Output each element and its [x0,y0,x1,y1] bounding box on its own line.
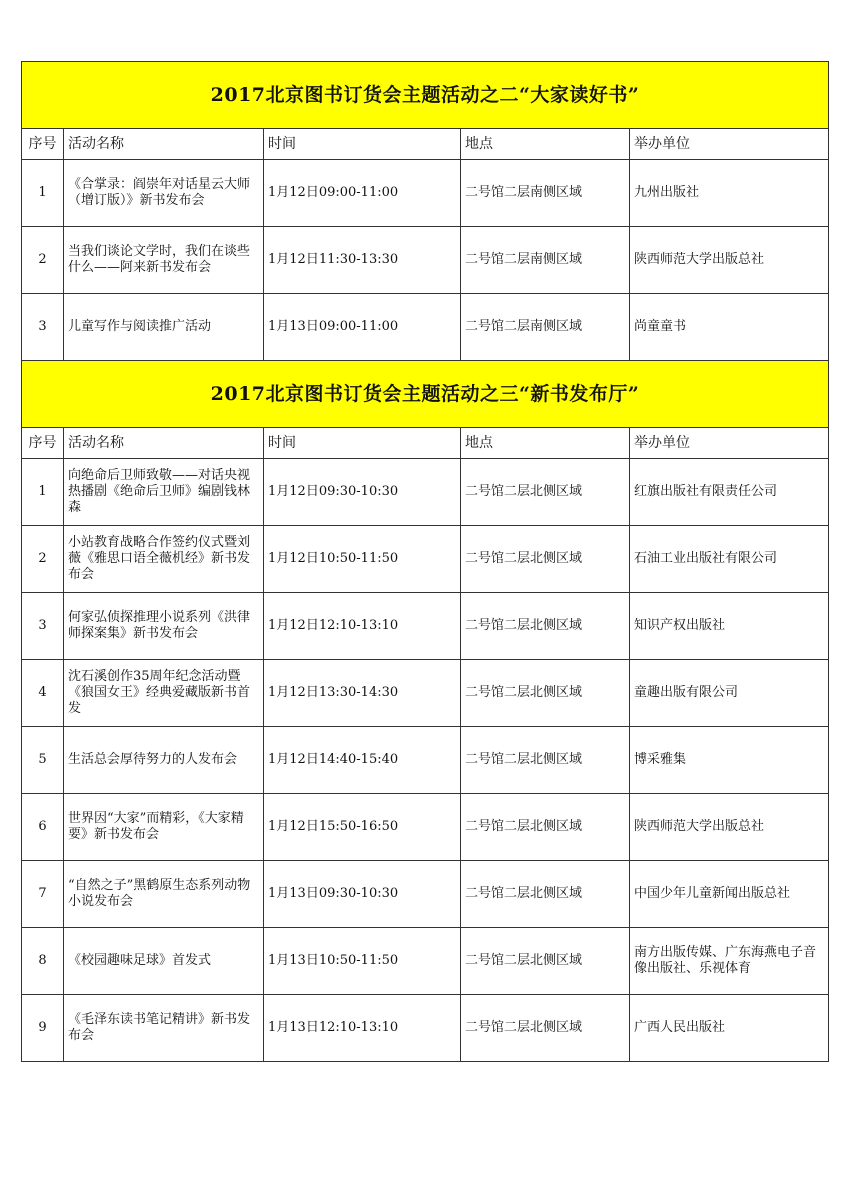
cell-org: 陕西师范大学出版总社 [630,227,829,294]
schedule-body [22,62,829,1062]
table-row [22,794,829,861]
cell-place: 二号馆二层北侧区域 [461,995,630,1062]
table-row [22,160,829,227]
cell-org: 南方出版传媒、广东海燕电子音像出版社、乐视体育 [630,928,829,995]
cell-time: 1月12日14:40-15:40 [264,727,461,794]
cell-org: 童趣出版有限公司 [630,660,829,727]
cell-name: 《校园趣味足球》首发式 [64,928,264,995]
cell-time: 1月12日12:10-13:10 [264,593,461,660]
cell-time: 1月13日12:10-13:10 [264,995,461,1062]
cell-place: 二号馆二层北侧区域 [461,660,630,727]
table-row [22,294,829,361]
cell-no: 2 [22,526,64,593]
cell-no: 4 [22,660,64,727]
cell-time: 1月12日13:30-14:30 [264,660,461,727]
cell-no: 8 [22,928,64,995]
section-title: 2017北京图书订货会主题活动之三“新书发布厅” [22,361,829,428]
table-row [22,995,829,1062]
cell-place: 二号馆二层南侧区域 [461,160,630,227]
cell-time: 1月13日10:50-11:50 [264,928,461,995]
header-row [22,428,829,459]
cell-time: 1月12日10:50-11:50 [264,526,461,593]
cell-name: 小站教育战略合作签约仪式暨刘薇《雅思口语全薇机经》新书发布会 [64,526,264,593]
table-row [22,593,829,660]
header-org: 举办单位 [630,428,829,459]
table-row [22,727,829,794]
section-title: 2017北京图书订货会主题活动之二“大家读好书” [22,62,829,129]
header-name: 活动名称 [64,129,264,160]
cell-name: 向绝命后卫师致敬——对话央视热播剧《绝命后卫师》编剧钱林森 [64,459,264,526]
header-no: 序号 [22,428,64,459]
cell-name: 沈石溪创作35周年纪念活动暨《狼国女王》经典爱藏版新书首发 [64,660,264,727]
cell-name: 生活总会厚待努力的人发布会 [64,727,264,794]
header-org: 举办单位 [630,129,829,160]
cell-place: 二号馆二层北侧区域 [461,727,630,794]
cell-org: 红旗出版社有限责任公司 [630,459,829,526]
schedule-table [21,61,829,1062]
cell-no: 5 [22,727,64,794]
cell-time: 1月12日09:30-10:30 [264,459,461,526]
cell-name: 何家弘侦探推理小说系列《洪律师探案集》新书发布会 [64,593,264,660]
cell-time: 1月13日09:00-11:00 [264,294,461,361]
cell-place: 二号馆二层北侧区域 [461,593,630,660]
section-title-row [22,62,829,129]
cell-no: 6 [22,794,64,861]
cell-place: 二号馆二层南侧区域 [461,227,630,294]
cell-place: 二号馆二层北侧区域 [461,459,630,526]
cell-place: 二号馆二层北侧区域 [461,794,630,861]
header-name: 活动名称 [64,428,264,459]
header-place: 地点 [461,428,630,459]
table-row [22,459,829,526]
table-row [22,928,829,995]
table-row [22,861,829,928]
header-time: 时间 [264,129,461,160]
cell-place: 二号馆二层北侧区域 [461,928,630,995]
cell-no: 1 [22,160,64,227]
header-row [22,129,829,160]
cell-no: 2 [22,227,64,294]
section-title-row [22,361,829,428]
cell-name: 儿童写作与阅读推广活动 [64,294,264,361]
header-place: 地点 [461,129,630,160]
cell-time: 1月12日09:00-11:00 [264,160,461,227]
cell-no: 7 [22,861,64,928]
cell-time: 1月12日11:30-13:30 [264,227,461,294]
cell-org: 广西人民出版社 [630,995,829,1062]
cell-org: 博采雅集 [630,727,829,794]
cell-no: 1 [22,459,64,526]
cell-org: 知识产权出版社 [630,593,829,660]
table-row [22,227,829,294]
cell-org: 中国少年儿童新闻出版总社 [630,861,829,928]
header-no: 序号 [22,129,64,160]
cell-org: 陕西师范大学出版总社 [630,794,829,861]
header-time: 时间 [264,428,461,459]
cell-name: “自然之子”黑鹤原生态系列动物小说发布会 [64,861,264,928]
cell-name: 《毛泽东读书笔记精讲》新书发布会 [64,995,264,1062]
cell-org: 尚童童书 [630,294,829,361]
cell-time: 1月12日15:50-16:50 [264,794,461,861]
cell-no: 3 [22,593,64,660]
cell-place: 二号馆二层北侧区域 [461,861,630,928]
table-row [22,660,829,727]
cell-no: 9 [22,995,64,1062]
cell-name: 世界因“大家”而精彩，《大家精要》新书发布会 [64,794,264,861]
cell-place: 二号馆二层北侧区域 [461,526,630,593]
cell-name: 当我们谈论文学时，我们在谈些什么——阿来新书发布会 [64,227,264,294]
cell-name: 《合掌录：阎崇年对话星云大师（增订版）》新书发布会 [64,160,264,227]
cell-org: 石油工业出版社有限公司 [630,526,829,593]
cell-org: 九州出版社 [630,160,829,227]
cell-place: 二号馆二层南侧区域 [461,294,630,361]
cell-time: 1月13日09:30-10:30 [264,861,461,928]
cell-no: 3 [22,294,64,361]
table-row [22,526,829,593]
